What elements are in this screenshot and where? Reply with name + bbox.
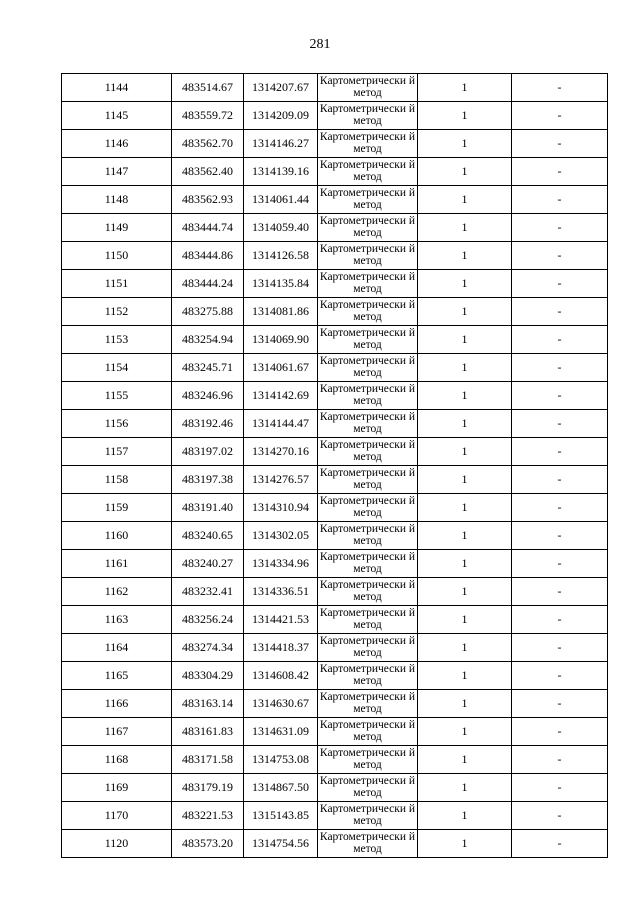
method-text: Картометрически й метод xyxy=(319,187,416,211)
note-cell: - xyxy=(512,746,608,774)
table-row xyxy=(62,354,608,382)
method-cell xyxy=(318,354,418,382)
count-cell: 1 xyxy=(418,270,512,298)
point-number-cell: 1145 xyxy=(62,102,172,130)
count-cell: 1 xyxy=(418,550,512,578)
table-row xyxy=(62,326,608,354)
y-coordinate-cell: 1314276.57 xyxy=(244,466,318,494)
method-cell xyxy=(318,438,418,466)
note-cell: - xyxy=(512,634,608,662)
point-number-cell: 1157 xyxy=(62,438,172,466)
note-cell: - xyxy=(512,354,608,382)
table-row xyxy=(62,382,608,410)
page-number: 281 xyxy=(309,37,331,52)
x-coordinate-cell: 483240.27 xyxy=(172,550,244,578)
note-cell: - xyxy=(512,242,608,270)
note-cell: - xyxy=(512,410,608,438)
count-cell: 1 xyxy=(418,606,512,634)
note-cell: - xyxy=(512,130,608,158)
y-coordinate-cell: 1314144.47 xyxy=(244,410,318,438)
x-coordinate-cell: 483161.83 xyxy=(172,718,244,746)
count-cell: 1 xyxy=(418,466,512,494)
note-cell: - xyxy=(512,690,608,718)
method-text: Картометрически й метод xyxy=(319,579,416,603)
method-cell xyxy=(318,242,418,270)
x-coordinate-cell: 483192.46 xyxy=(172,410,244,438)
table-row xyxy=(62,242,608,270)
method-text: Картометрически й метод xyxy=(319,75,416,99)
coordinates-table xyxy=(61,73,608,858)
table-row xyxy=(62,802,608,830)
y-coordinate-cell: 1314418.37 xyxy=(244,634,318,662)
y-coordinate-cell: 1314867.50 xyxy=(244,774,318,802)
x-coordinate-cell: 483240.65 xyxy=(172,522,244,550)
method-text: Картометрически й метод xyxy=(319,495,416,519)
method-text: Картометрически й метод xyxy=(319,747,416,771)
method-text: Картометрически й метод xyxy=(319,439,416,463)
table-row xyxy=(62,494,608,522)
count-cell: 1 xyxy=(418,634,512,662)
y-coordinate-cell: 1314135.84 xyxy=(244,270,318,298)
note-cell: - xyxy=(512,550,608,578)
point-number-cell: 1164 xyxy=(62,634,172,662)
note-cell: - xyxy=(512,662,608,690)
point-number-cell: 1120 xyxy=(62,830,172,858)
point-number-cell: 1167 xyxy=(62,718,172,746)
point-number-cell: 1161 xyxy=(62,550,172,578)
x-coordinate-cell: 483163.14 xyxy=(172,690,244,718)
method-cell xyxy=(318,102,418,130)
method-cell xyxy=(318,158,418,186)
point-number-cell: 1153 xyxy=(62,326,172,354)
table-row xyxy=(62,214,608,242)
y-coordinate-cell: 1314059.40 xyxy=(244,214,318,242)
x-coordinate-cell: 483191.40 xyxy=(172,494,244,522)
x-coordinate-cell: 483197.02 xyxy=(172,438,244,466)
method-cell xyxy=(318,774,418,802)
table-row xyxy=(62,606,608,634)
count-cell: 1 xyxy=(418,74,512,102)
method-text: Картометрически й метод xyxy=(319,243,416,267)
table-row xyxy=(62,746,608,774)
method-text: Картометрически й метод xyxy=(319,299,416,323)
point-number-cell: 1162 xyxy=(62,578,172,606)
x-coordinate-cell: 483245.71 xyxy=(172,354,244,382)
y-coordinate-cell: 1314753.08 xyxy=(244,746,318,774)
method-text: Картометрически й метод xyxy=(319,831,416,855)
method-text: Картометрически й метод xyxy=(319,327,416,351)
count-cell: 1 xyxy=(418,298,512,326)
method-text: Картометрически й метод xyxy=(319,159,416,183)
method-cell xyxy=(318,214,418,242)
point-number-cell: 1155 xyxy=(62,382,172,410)
point-number-cell: 1154 xyxy=(62,354,172,382)
table-row xyxy=(62,690,608,718)
note-cell: - xyxy=(512,802,608,830)
y-coordinate-cell: 1314754.56 xyxy=(244,830,318,858)
y-coordinate-cell: 1314302.05 xyxy=(244,522,318,550)
count-cell: 1 xyxy=(418,410,512,438)
y-coordinate-cell: 1314139.16 xyxy=(244,158,318,186)
table-row xyxy=(62,130,608,158)
count-cell: 1 xyxy=(418,158,512,186)
count-cell: 1 xyxy=(418,578,512,606)
note-cell: - xyxy=(512,298,608,326)
point-number-cell: 1156 xyxy=(62,410,172,438)
method-cell xyxy=(318,802,418,830)
note-cell: - xyxy=(512,214,608,242)
note-cell: - xyxy=(512,326,608,354)
point-number-cell: 1150 xyxy=(62,242,172,270)
note-cell: - xyxy=(512,438,608,466)
count-cell: 1 xyxy=(418,746,512,774)
note-cell: - xyxy=(512,774,608,802)
point-number-cell: 1152 xyxy=(62,298,172,326)
note-cell: - xyxy=(512,606,608,634)
y-coordinate-cell: 1314421.53 xyxy=(244,606,318,634)
x-coordinate-cell: 483304.29 xyxy=(172,662,244,690)
y-coordinate-cell: 1314334.96 xyxy=(244,550,318,578)
method-cell xyxy=(318,298,418,326)
method-text: Картометрически й метод xyxy=(319,719,416,743)
count-cell: 1 xyxy=(418,438,512,466)
method-cell xyxy=(318,466,418,494)
point-number-cell: 1151 xyxy=(62,270,172,298)
x-coordinate-cell: 483256.24 xyxy=(172,606,244,634)
x-coordinate-cell: 483246.96 xyxy=(172,382,244,410)
note-cell: - xyxy=(512,382,608,410)
table-row xyxy=(62,186,608,214)
method-cell xyxy=(318,74,418,102)
method-cell xyxy=(318,494,418,522)
table-row xyxy=(62,718,608,746)
count-cell: 1 xyxy=(418,186,512,214)
table-row xyxy=(62,774,608,802)
method-text: Картометрически й метод xyxy=(319,383,416,407)
table-body xyxy=(62,74,608,858)
method-text: Картометрически й метод xyxy=(319,635,416,659)
method-text: Картометрически й метод xyxy=(319,355,416,379)
point-number-cell: 1144 xyxy=(62,74,172,102)
x-coordinate-cell: 483562.93 xyxy=(172,186,244,214)
y-coordinate-cell: 1314608.42 xyxy=(244,662,318,690)
note-cell: - xyxy=(512,830,608,858)
point-number-cell: 1147 xyxy=(62,158,172,186)
y-coordinate-cell: 1314061.67 xyxy=(244,354,318,382)
y-coordinate-cell: 1314081.86 xyxy=(244,298,318,326)
table-row xyxy=(62,830,608,858)
note-cell: - xyxy=(512,270,608,298)
table-row xyxy=(62,550,608,578)
x-coordinate-cell: 483179.19 xyxy=(172,774,244,802)
table-row xyxy=(62,466,608,494)
note-cell: - xyxy=(512,186,608,214)
count-cell: 1 xyxy=(418,242,512,270)
table-row xyxy=(62,102,608,130)
y-coordinate-cell: 1314069.90 xyxy=(244,326,318,354)
note-cell: - xyxy=(512,74,608,102)
method-cell xyxy=(318,522,418,550)
x-coordinate-cell: 483562.40 xyxy=(172,158,244,186)
method-text: Картометрически й метод xyxy=(319,523,416,547)
table-row xyxy=(62,158,608,186)
method-text: Картометрически й метод xyxy=(319,411,416,435)
y-coordinate-cell: 1314270.16 xyxy=(244,438,318,466)
method-text: Картометрически й метод xyxy=(319,691,416,715)
method-text: Картометрически й метод xyxy=(319,775,416,799)
table-row xyxy=(62,410,608,438)
point-number-cell: 1163 xyxy=(62,606,172,634)
point-number-cell: 1165 xyxy=(62,662,172,690)
table-row xyxy=(62,298,608,326)
y-coordinate-cell: 1314061.44 xyxy=(244,186,318,214)
method-cell xyxy=(318,186,418,214)
table-row xyxy=(62,522,608,550)
count-cell: 1 xyxy=(418,690,512,718)
count-cell: 1 xyxy=(418,494,512,522)
table-row xyxy=(62,634,608,662)
point-number-cell: 1168 xyxy=(62,746,172,774)
method-text: Картометрически й метод xyxy=(319,271,416,295)
count-cell: 1 xyxy=(418,522,512,550)
x-coordinate-cell: 483562.70 xyxy=(172,130,244,158)
method-text: Картометрически й метод xyxy=(319,803,416,827)
count-cell: 1 xyxy=(418,802,512,830)
point-number-cell: 1148 xyxy=(62,186,172,214)
method-cell xyxy=(318,270,418,298)
y-coordinate-cell: 1315143.85 xyxy=(244,802,318,830)
x-coordinate-cell: 483275.88 xyxy=(172,298,244,326)
method-cell xyxy=(318,690,418,718)
note-cell: - xyxy=(512,102,608,130)
method-text: Картометрически й метод xyxy=(319,607,416,631)
method-cell xyxy=(318,718,418,746)
point-number-cell: 1146 xyxy=(62,130,172,158)
count-cell: 1 xyxy=(418,130,512,158)
x-coordinate-cell: 483444.86 xyxy=(172,242,244,270)
count-cell: 1 xyxy=(418,774,512,802)
count-cell: 1 xyxy=(418,830,512,858)
x-coordinate-cell: 483514.67 xyxy=(172,74,244,102)
method-cell xyxy=(318,130,418,158)
method-cell xyxy=(318,550,418,578)
point-number-cell: 1169 xyxy=(62,774,172,802)
method-cell xyxy=(318,578,418,606)
y-coordinate-cell: 1314310.94 xyxy=(244,494,318,522)
table-row xyxy=(62,438,608,466)
y-coordinate-cell: 1314209.09 xyxy=(244,102,318,130)
method-cell xyxy=(318,382,418,410)
x-coordinate-cell: 483232.41 xyxy=(172,578,244,606)
table-row xyxy=(62,270,608,298)
method-cell xyxy=(318,746,418,774)
count-cell: 1 xyxy=(418,382,512,410)
y-coordinate-cell: 1314146.27 xyxy=(244,130,318,158)
method-text: Картометрически й метод xyxy=(319,215,416,239)
table-row xyxy=(62,578,608,606)
method-text: Картометрически й метод xyxy=(319,131,416,155)
y-coordinate-cell: 1314631.09 xyxy=(244,718,318,746)
y-coordinate-cell: 1314126.58 xyxy=(244,242,318,270)
method-text: Картометрически й метод xyxy=(319,663,416,687)
y-coordinate-cell: 1314630.67 xyxy=(244,690,318,718)
x-coordinate-cell: 483274.34 xyxy=(172,634,244,662)
method-text: Картометрически й метод xyxy=(319,103,416,127)
y-coordinate-cell: 1314207.67 xyxy=(244,74,318,102)
note-cell: - xyxy=(512,158,608,186)
method-text: Картометрически й метод xyxy=(319,551,416,575)
method-cell xyxy=(318,662,418,690)
point-number-cell: 1158 xyxy=(62,466,172,494)
x-coordinate-cell: 483171.58 xyxy=(172,746,244,774)
y-coordinate-cell: 1314336.51 xyxy=(244,578,318,606)
x-coordinate-cell: 483254.94 xyxy=(172,326,244,354)
x-coordinate-cell: 483573.20 xyxy=(172,830,244,858)
count-cell: 1 xyxy=(418,326,512,354)
x-coordinate-cell: 483444.24 xyxy=(172,270,244,298)
note-cell: - xyxy=(512,578,608,606)
note-cell: - xyxy=(512,494,608,522)
count-cell: 1 xyxy=(418,214,512,242)
method-cell xyxy=(318,634,418,662)
count-cell: 1 xyxy=(418,102,512,130)
method-cell xyxy=(318,326,418,354)
method-text: Картометрически й метод xyxy=(319,467,416,491)
note-cell: - xyxy=(512,466,608,494)
method-cell xyxy=(318,830,418,858)
point-number-cell: 1149 xyxy=(62,214,172,242)
x-coordinate-cell: 483559.72 xyxy=(172,102,244,130)
point-number-cell: 1170 xyxy=(62,802,172,830)
x-coordinate-cell: 483444.74 xyxy=(172,214,244,242)
y-coordinate-cell: 1314142.69 xyxy=(244,382,318,410)
note-cell: - xyxy=(512,522,608,550)
method-cell xyxy=(318,606,418,634)
point-number-cell: 1166 xyxy=(62,690,172,718)
x-coordinate-cell: 483221.53 xyxy=(172,802,244,830)
note-cell: - xyxy=(512,718,608,746)
table-row xyxy=(62,662,608,690)
x-coordinate-cell: 483197.38 xyxy=(172,466,244,494)
count-cell: 1 xyxy=(418,354,512,382)
count-cell: 1 xyxy=(418,662,512,690)
method-cell xyxy=(318,410,418,438)
table-row xyxy=(62,74,608,102)
point-number-cell: 1159 xyxy=(62,494,172,522)
point-number-cell: 1160 xyxy=(62,522,172,550)
count-cell: 1 xyxy=(418,718,512,746)
